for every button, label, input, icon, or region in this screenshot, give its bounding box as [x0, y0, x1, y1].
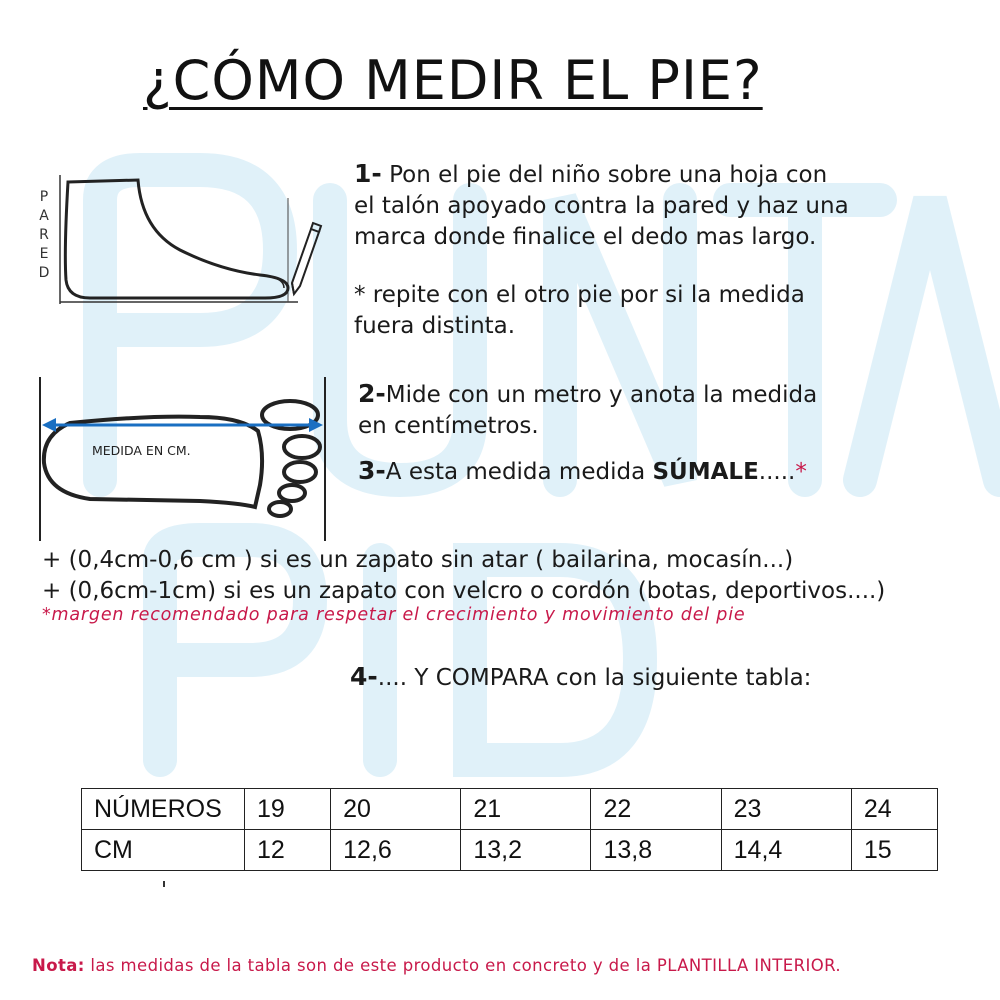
- foot-measure-illustration: [30, 375, 340, 545]
- step-1-tip-line-1: * repite con el otro pie por si la medida: [354, 282, 805, 308]
- size-cm-cell: 13,8: [591, 830, 721, 871]
- row-label-numbers: NÚMEROS: [82, 789, 245, 830]
- step-3-bold: SÚMALE: [652, 459, 759, 485]
- row-label-cm: CM: [82, 830, 245, 871]
- pencil-icon: [292, 223, 321, 294]
- size-number-cell: 20: [331, 789, 461, 830]
- table-row: [82, 789, 938, 830]
- measure-label: MEDIDA EN CM.: [92, 443, 191, 458]
- step-3-star: *: [795, 459, 807, 485]
- wall-letter: E: [39, 246, 49, 262]
- step-2-line-2: en centímetros.: [358, 413, 539, 439]
- step-2-line-1: Mide con un metro y anota la medida: [385, 382, 818, 408]
- wall-letter: R: [39, 227, 49, 243]
- footnote: [32, 956, 841, 975]
- step-2-number: 2-: [358, 379, 386, 408]
- margin-line-2: + (0,6cm-1cm) si es un zapato con velcro o cordón (botas, deportivos....): [42, 578, 886, 604]
- wall-letter: A: [39, 208, 49, 224]
- foot-top-drawing: [30, 375, 340, 545]
- step-3: [358, 455, 807, 488]
- step-1-tip: [354, 280, 805, 342]
- step-2: [358, 378, 817, 442]
- size-number-cell: 19: [245, 789, 331, 830]
- size-cm-cell: 14,4: [721, 830, 851, 871]
- foot-wall-illustration: [30, 170, 330, 310]
- size-table: [81, 788, 938, 871]
- table-row: [82, 830, 938, 871]
- size-number-cell: 23: [721, 789, 851, 830]
- size-cm-cell: 13,2: [461, 830, 591, 871]
- stray-mark: [163, 881, 165, 887]
- size-number-cell: 24: [851, 789, 937, 830]
- size-cm-cell: 12,6: [331, 830, 461, 871]
- size-cm-cell: 15: [851, 830, 937, 871]
- step-1-line-1: Pon el pie del niño sobre una hoja con: [381, 162, 828, 188]
- step-1-number: 1-: [354, 159, 382, 188]
- step-3-number: 3-: [358, 456, 386, 485]
- step-4-text: .... Y COMPARA con la siguiente tabla:: [377, 665, 812, 691]
- foot-side-drawing: [30, 170, 330, 310]
- size-number-cell: 22: [591, 789, 721, 830]
- size-cm-cell: 12: [245, 830, 331, 871]
- size-number-cell: 21: [461, 789, 591, 830]
- footnote-text: las medidas de la tabla son de este producto en concreto y de la PLANTILLA INTERIOR.: [84, 956, 842, 975]
- step-1-tip-line-2: fuera distinta.: [354, 313, 516, 339]
- step-4-number: 4-: [350, 662, 378, 691]
- margin-line-1: + (0,4cm-0,6 cm ) si es un zapato sin atar ( bailarina, mocasín...): [42, 547, 794, 573]
- footnote-label: Nota:: [32, 956, 85, 975]
- step-3-dots: .....: [758, 459, 796, 485]
- wall-letter: D: [38, 265, 50, 281]
- step-4: [350, 661, 811, 694]
- margin-note: *margen recomendado para respetar el crecimiento y movimiento del pie: [42, 605, 746, 625]
- wall-letter: P: [39, 189, 49, 205]
- step-1: [354, 158, 849, 253]
- page-title: ¿CÓMO MEDIR EL PIE?: [143, 49, 763, 112]
- step-1-line-2: el talón apoyado contra la pared y haz una: [354, 193, 849, 219]
- step-1-line-3: marca donde finalice el dedo mas largo.: [354, 224, 817, 250]
- step-3-text: A esta medida medida: [385, 459, 653, 485]
